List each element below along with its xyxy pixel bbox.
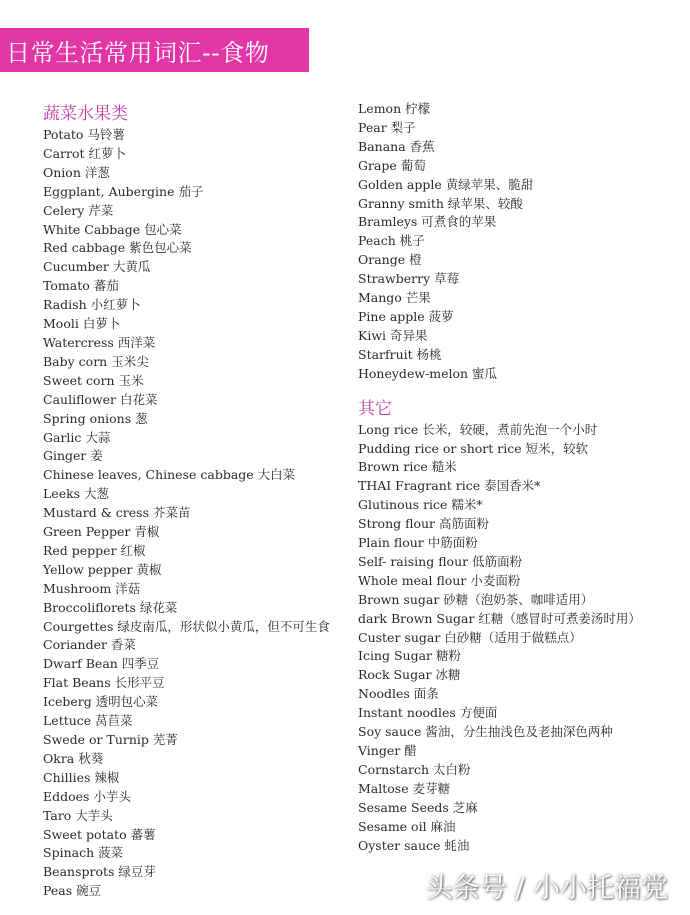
list-item: White Cabbage 包心菜 (43, 221, 182, 237)
list-item: Coriander 香菜 (43, 637, 136, 653)
list-item: Plain flour 中筋面粉 (358, 535, 478, 551)
list-item: Golden apple 黄绿苹果、脆甜 (358, 176, 534, 192)
left-column (43, 102, 343, 901)
list-item: THAI Fragrant rice 泰国香米* (358, 478, 541, 494)
list-item: dark Brown Sugar 红糖（感冒时可煮姜汤时用） (358, 610, 641, 626)
list-item: Orange 橙 (358, 252, 422, 268)
list-item: Noodles 面条 (358, 686, 439, 702)
list-item: Granny smith 绿苹果、较酸 (358, 195, 523, 211)
list-item: Cucumber 大黄瓜 (43, 259, 151, 275)
list-item: Cornstarch 太白粉 (358, 761, 471, 777)
list-item: Peas 碗豆 (43, 883, 102, 899)
list-item: Bramleys 可煮食的苹果 (358, 214, 497, 230)
list-item: Taro 大芋头 (43, 807, 113, 823)
list-item: Kiwi 奇异果 (358, 327, 428, 343)
list-item: Self- raising flour 低筋面粉 (358, 553, 523, 569)
list-item: Ginger 姜 (43, 448, 103, 464)
list-item: Mushroom 洋菇 (43, 580, 141, 596)
list-item: Soy sauce 酱油，分生抽浅色及老抽深色两种 (358, 724, 613, 740)
list-item: Pudding rice or short rice 短米，较软 (358, 440, 589, 456)
list-item: Chillies 辣椒 (43, 769, 120, 785)
list-item: Baby corn 玉米尖 (43, 353, 149, 369)
list-item: Oyster sauce 蚝油 (358, 837, 470, 853)
list-item: Red cabbage 紫色包心菜 (43, 240, 192, 256)
list-item: Flat Beans 长形平豆 (43, 675, 165, 691)
list-item: Garlic 大蒜 (43, 429, 111, 445)
fruit-list (358, 100, 683, 384)
list-item: Sesame oil 麻油 (358, 818, 456, 834)
list-item: Lemon 柠檬 (358, 101, 431, 116)
list-item: Spinach 菠菜 (43, 845, 124, 861)
list-item: Potato 马铃薯 (43, 127, 125, 142)
list-item: Yellow pepper 黄椒 (43, 561, 162, 577)
list-item: Watercress 西洋菜 (43, 334, 156, 350)
list-item: Peach 桃子 (358, 233, 425, 249)
list-item: Tomato 蕃茄 (43, 278, 119, 294)
list-item: Spring onions 葱 (43, 410, 148, 426)
list-item: Brown sugar 砂糖（泡奶茶、咖啡适用） (358, 591, 594, 607)
list-item: Onion 洋葱 (43, 164, 110, 180)
list-item: Chinese leaves, Chinese cabbage 大白菜 (43, 467, 296, 483)
list-item: Courgettes 绿皮南瓜，形状似小黄瓜，但不可生食 (43, 618, 330, 634)
list-item: Okra 秋葵 (43, 750, 104, 766)
other-list (358, 421, 683, 856)
list-item: Honeydew-melon 蜜瓜 (358, 365, 498, 381)
list-item: Celery 芹菜 (43, 202, 114, 218)
list-item: Sweet potato 蕃薯 (43, 826, 156, 842)
list-item: Swede or Turnip 芜菁 (43, 732, 178, 747)
list-item: Icing Sugar 糖粉 (358, 648, 461, 664)
list-item: Green Pepper 青椒 (43, 524, 160, 540)
page-title-banner (0, 28, 309, 72)
list-item: Instant noodles 方便面 (358, 705, 498, 721)
watermark: 头条号 / 小小托福党 (425, 873, 668, 904)
list-item: Dwarf Bean 四季豆 (43, 656, 160, 672)
right-column (358, 100, 683, 855)
list-item: Sesame Seeds 芝麻 (358, 799, 478, 815)
list-item: Strawberry 草莓 (358, 271, 460, 287)
list-item: Rock Sugar 冰糖 (358, 667, 461, 683)
section-heading-veg-fruit: 蔬菜水果类 (43, 104, 128, 124)
list-item: Eggplant, Aubergine 茄子 (43, 183, 204, 199)
list-item: Mooli 白萝卜 (43, 316, 121, 332)
list-item: Long rice 长米，较硬，煮前先泡一个小时 (358, 421, 598, 437)
list-item: Eddoes 小芋头 (43, 788, 131, 804)
list-item: Custer sugar 白砂糖（适用于做糕点） (358, 629, 582, 645)
list-item: Maltose 麦芽糖 (358, 780, 451, 796)
list-item: Iceberg 透明包心菜 (43, 694, 159, 710)
section-heading-other: 其它 (358, 398, 392, 419)
veg-fruit-list (43, 126, 343, 901)
list-item: Starfruit 杨桃 (358, 346, 442, 362)
list-item: Pine apple 菠萝 (358, 308, 454, 324)
list-item: Glutinous rice 糯米* (358, 497, 483, 513)
list-item: Grape 葡萄 (358, 157, 426, 173)
list-item: Cauliflower 白花菜 (43, 391, 158, 407)
list-item: Vinger 醋 (358, 743, 417, 758)
list-item: Brown rice 糙米 (358, 459, 457, 475)
list-item: Carrot 红萝卜 (43, 145, 126, 161)
list-item: Mango 芒果 (358, 290, 431, 306)
list-item: Broccoliflorets 绿花菜 (43, 599, 178, 615)
page-title: 日常生活常用词汇--食物 (6, 38, 270, 67)
list-item: Beansprots 绿豆芽 (43, 864, 156, 880)
list-item: Sweet corn 玉米 (43, 372, 144, 388)
list-item: Mustard & cress 芥菜苗 (43, 505, 191, 521)
list-item: Leeks 大葱 (43, 486, 110, 502)
list-item: Radish 小红萝卜 (43, 297, 141, 313)
list-item: Whole meal flour 小麦面粉 (358, 572, 521, 588)
list-item: Banana 香蕉 (358, 138, 435, 154)
list-item: Lettuce 莴苣菜 (43, 713, 133, 729)
list-item: Pear 梨子 (358, 119, 416, 135)
list-item: Red pepper 红椒 (43, 542, 146, 558)
list-item: Strong flour 高筋面粉 (358, 516, 489, 532)
